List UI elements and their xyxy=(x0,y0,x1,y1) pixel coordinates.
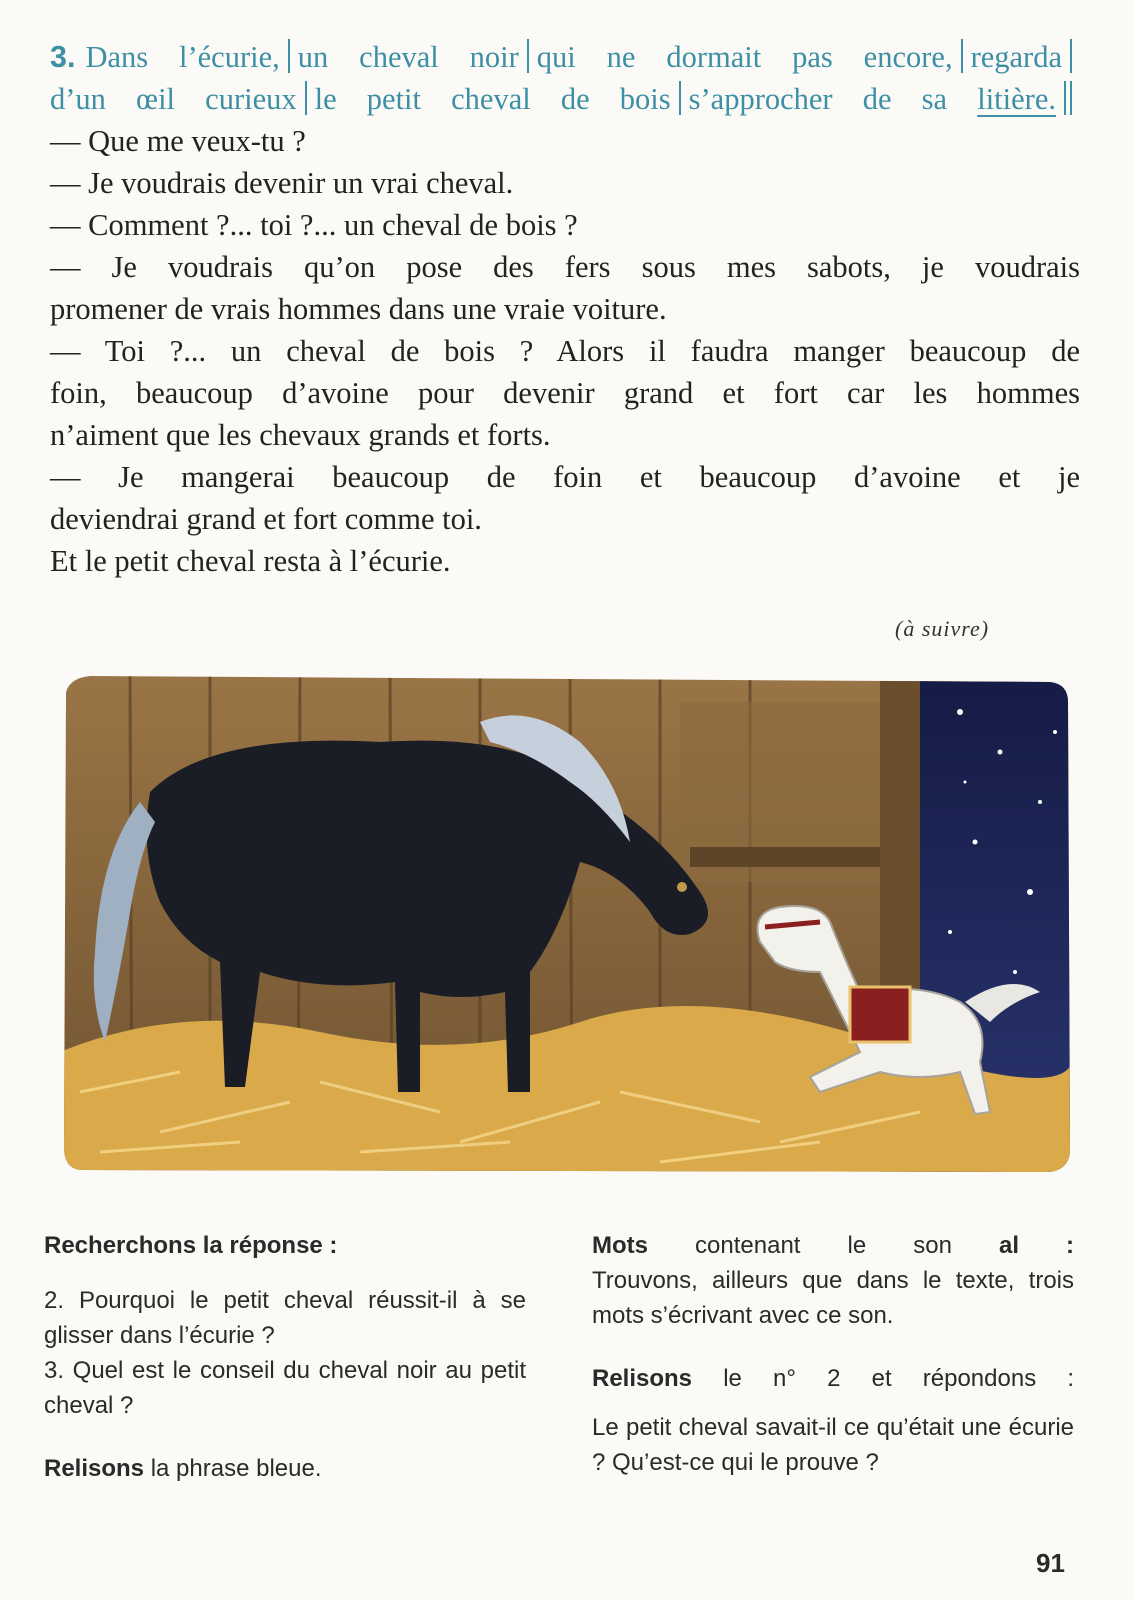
dialogue-line: — Comment ?... toi ?... un cheval de bois ? xyxy=(50,208,578,242)
blue-sentence-line-1 xyxy=(50,36,1080,78)
blue-segment: un cheval noir xyxy=(297,40,519,74)
reread-bold: Relisons xyxy=(44,1455,145,1482)
question-3: 3. Quel est le conseil du cheval noir au petit cheval ? xyxy=(44,1357,526,1419)
dialogue-line: — Je voudrais devenir un vrai cheval. xyxy=(50,166,514,200)
spacer xyxy=(592,1333,1074,1361)
dialogue-line: — Je mangerai beaucoup de foin et beaucoup d’avoine et je xyxy=(50,460,1080,494)
reread-question: Le petit cheval savait-il ce qu’était une écurie ? Qu’est-ce qui le prouve ? xyxy=(592,1414,1074,1476)
stable-illustration xyxy=(60,672,1072,1177)
dialogue-line: foin, beaucoup d’avoine pour devenir grand et fort car les hommes xyxy=(50,376,1080,410)
spacer xyxy=(592,1396,1074,1410)
blue-segment: le petit cheval de bois xyxy=(314,82,671,116)
mots-bold: Mots xyxy=(592,1232,648,1259)
phrase-separator xyxy=(1070,81,1072,115)
blue-segment: s’approcher de sa xyxy=(688,82,948,116)
dialogue-line: — Que me veux-tu ? xyxy=(50,124,306,158)
phrase-separator xyxy=(527,39,529,73)
question-2: 2. Pourquoi le petit cheval réussit-il à se glisser dans l’écurie ? xyxy=(44,1287,526,1349)
page-number: 91 xyxy=(1036,1548,1065,1578)
phrase-separator xyxy=(679,81,681,115)
phrase-separator xyxy=(288,39,290,73)
blue-sentence-line-2 xyxy=(50,78,1080,120)
blue-segment: Dans l’écurie, xyxy=(85,40,280,74)
dialogue-line: n’aiment que les chevaux grands et forts. xyxy=(50,418,551,452)
underlined-word: litière. xyxy=(977,82,1056,116)
story-text xyxy=(50,36,1080,582)
dialogue-line: — Toi ?... un cheval de bois ? Alors il faudra manger beaucoup de xyxy=(50,334,1080,368)
sound-instruction: Trouvons, ailleurs que dans le texte, trois mots s’écrivant avec ce son. xyxy=(592,1267,1074,1329)
spacer xyxy=(44,1423,526,1451)
to-follow-note: (à suivre) xyxy=(895,616,990,641)
exercise-heading: Recherchons la réponse : xyxy=(44,1232,338,1259)
exercise-number: 3. xyxy=(50,40,76,74)
dialogue-line: promener de vrais hommes dans une vraie voiture. xyxy=(50,292,667,326)
reread-text: le n° 2 et répondons : xyxy=(723,1365,1075,1392)
dialogue-line: — Je voudrais qu’on pose des fers sous mes sabots, je voudrais xyxy=(50,250,1080,284)
blue-segment: d’un œil curieux xyxy=(50,82,297,116)
blue-segment: qui ne dormait pas encore, xyxy=(536,40,953,74)
phrase-separator xyxy=(1070,39,1072,73)
right-exercises xyxy=(592,1228,1074,1480)
mots-text: contenant le son xyxy=(695,1232,952,1259)
reread-instruction xyxy=(44,1451,526,1486)
reread-bold: Relisons xyxy=(592,1365,693,1392)
reread-text: la phrase bleue. xyxy=(150,1455,322,1482)
dialogue-line: Et le petit cheval resta à l’écurie. xyxy=(50,544,451,578)
blue-segment: regarda xyxy=(970,40,1063,74)
dialogue-line: deviendrai grand et fort comme toi. xyxy=(50,502,482,536)
phrase-separator xyxy=(305,81,307,115)
phrase-separator xyxy=(1064,81,1066,115)
sound-heading xyxy=(592,1228,1074,1263)
reread-heading xyxy=(592,1361,1074,1396)
left-exercises xyxy=(44,1228,526,1486)
phrase-separator xyxy=(961,39,963,73)
sound-bold: al : xyxy=(998,1232,1075,1259)
